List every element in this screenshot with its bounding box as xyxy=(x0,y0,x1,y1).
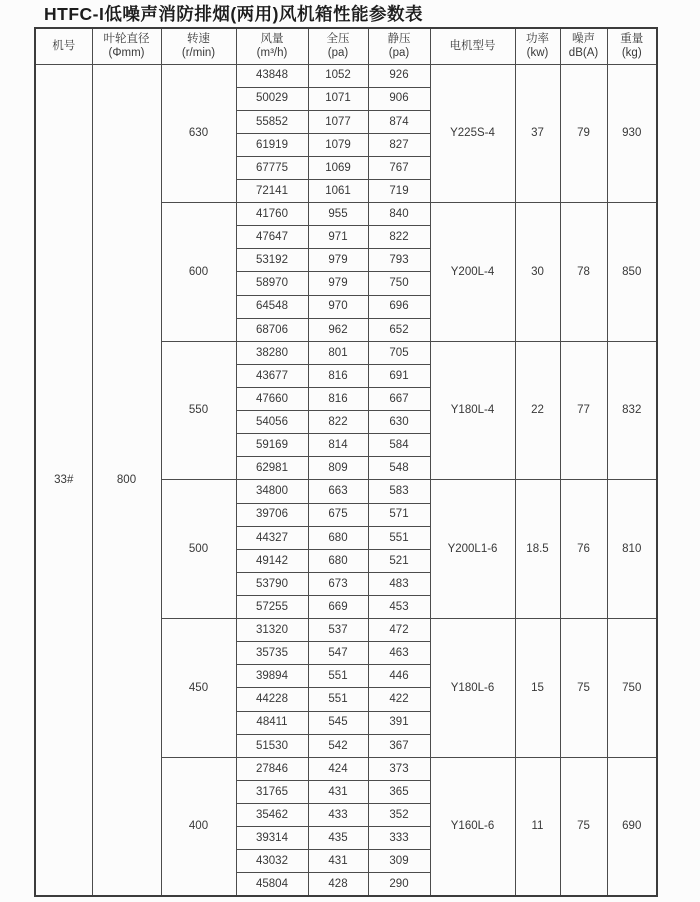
header-unit: (Φmm) xyxy=(108,47,145,60)
noise-cell: 79 xyxy=(560,64,607,203)
motor-model-cell: Y180L-6 xyxy=(430,619,515,758)
total-pressure-cell: 551 xyxy=(308,688,368,711)
total-pressure-cell: 663 xyxy=(308,480,368,503)
static-pressure-cell: 373 xyxy=(368,757,430,780)
airflow-cell: 49142 xyxy=(236,549,308,572)
total-pressure-cell: 979 xyxy=(308,272,368,295)
airflow-cell: 31320 xyxy=(236,619,308,642)
total-pressure-cell: 955 xyxy=(308,203,368,226)
table-body xyxy=(35,64,657,896)
header-label: 静压 xyxy=(387,32,411,45)
static-pressure-cell: 767 xyxy=(368,156,430,179)
airflow-cell: 31765 xyxy=(236,780,308,803)
noise-cell: 76 xyxy=(560,480,607,619)
airflow-cell: 51530 xyxy=(236,734,308,757)
airflow-cell: 35735 xyxy=(236,642,308,665)
table-header xyxy=(35,28,657,64)
header-unit: (r/min) xyxy=(181,47,216,60)
airflow-cell: 59169 xyxy=(236,434,308,457)
weight-cell: 930 xyxy=(607,64,657,203)
total-pressure-cell: 1077 xyxy=(308,110,368,133)
static-pressure-cell: 463 xyxy=(368,642,430,665)
static-pressure-cell: 652 xyxy=(368,318,430,341)
static-pressure-cell: 584 xyxy=(368,434,430,457)
total-pressure-cell: 816 xyxy=(308,388,368,411)
static-pressure-cell: 793 xyxy=(368,249,430,272)
speed-cell: 500 xyxy=(161,480,236,619)
header-impeller-diameter xyxy=(92,28,161,64)
static-pressure-cell: 906 xyxy=(368,87,430,110)
header-label: 机号 xyxy=(52,40,76,53)
static-pressure-cell: 551 xyxy=(368,526,430,549)
static-pressure-cell: 691 xyxy=(368,364,430,387)
total-pressure-cell: 1061 xyxy=(308,180,368,203)
power-cell: 37 xyxy=(515,64,560,203)
header-label: 风量 xyxy=(260,32,284,45)
airflow-cell: 43848 xyxy=(236,64,308,87)
total-pressure-cell: 680 xyxy=(308,549,368,572)
weight-cell: 750 xyxy=(607,619,657,758)
total-pressure-cell: 675 xyxy=(308,503,368,526)
airflow-cell: 61919 xyxy=(236,133,308,156)
airflow-cell: 58970 xyxy=(236,272,308,295)
total-pressure-cell: 669 xyxy=(308,596,368,619)
airflow-cell: 53192 xyxy=(236,249,308,272)
header-noise xyxy=(560,28,607,64)
header-label: 噪声 xyxy=(572,32,595,45)
speed-cell: 400 xyxy=(161,757,236,896)
airflow-cell: 43032 xyxy=(236,850,308,873)
total-pressure-cell: 431 xyxy=(308,850,368,873)
total-pressure-cell: 435 xyxy=(308,827,368,850)
total-pressure-cell: 680 xyxy=(308,526,368,549)
total-pressure-cell: 814 xyxy=(308,434,368,457)
total-pressure-cell: 1069 xyxy=(308,156,368,179)
header-unit: (m³/h) xyxy=(256,47,288,60)
airflow-cell: 34800 xyxy=(236,480,308,503)
motor-model-cell: Y200L1-6 xyxy=(430,480,515,619)
motor-model-cell: Y200L-4 xyxy=(430,203,515,342)
noise-cell: 78 xyxy=(560,203,607,342)
airflow-cell: 47647 xyxy=(236,226,308,249)
airflow-cell: 47660 xyxy=(236,388,308,411)
airflow-cell: 43677 xyxy=(236,364,308,387)
static-pressure-cell: 548 xyxy=(368,457,430,480)
airflow-cell: 44327 xyxy=(236,526,308,549)
total-pressure-cell: 547 xyxy=(308,642,368,665)
static-pressure-cell: 483 xyxy=(368,572,430,595)
page-title: HTFC-I低噪声消防排烟(两用)风机箱性能参数表 xyxy=(44,4,423,24)
total-pressure-cell: 962 xyxy=(308,318,368,341)
header-airflow xyxy=(236,28,308,64)
header-label: 转速 xyxy=(187,32,210,45)
static-pressure-cell: 365 xyxy=(368,780,430,803)
speed-cell: 630 xyxy=(161,64,236,203)
weight-cell: 832 xyxy=(607,341,657,480)
static-pressure-cell: 391 xyxy=(368,711,430,734)
airflow-cell: 57255 xyxy=(236,596,308,619)
static-pressure-cell: 750 xyxy=(368,272,430,295)
power-cell: 11 xyxy=(515,757,560,896)
total-pressure-cell: 801 xyxy=(308,341,368,364)
static-pressure-cell: 521 xyxy=(368,549,430,572)
total-pressure-cell: 431 xyxy=(308,780,368,803)
airflow-cell: 48411 xyxy=(236,711,308,734)
header-unit: (kw) xyxy=(526,47,549,60)
static-pressure-cell: 422 xyxy=(368,688,430,711)
total-pressure-cell: 809 xyxy=(308,457,368,480)
static-pressure-cell: 667 xyxy=(368,388,430,411)
static-pressure-cell: 472 xyxy=(368,619,430,642)
header-label: 电机型号 xyxy=(449,40,496,53)
airflow-cell: 62981 xyxy=(236,457,308,480)
static-pressure-cell: 926 xyxy=(368,64,430,87)
header-motor-model xyxy=(430,28,515,64)
weight-cell: 690 xyxy=(607,757,657,896)
airflow-cell: 39894 xyxy=(236,665,308,688)
header-static-pressure xyxy=(368,28,430,64)
static-pressure-cell: 571 xyxy=(368,503,430,526)
airflow-cell: 72141 xyxy=(236,180,308,203)
impeller-diameter-cell: 800 xyxy=(92,64,161,896)
header-label: 叶轮直径 xyxy=(103,32,150,45)
weight-cell: 810 xyxy=(607,480,657,619)
total-pressure-cell: 822 xyxy=(308,411,368,434)
airflow-cell: 27846 xyxy=(236,757,308,780)
total-pressure-cell: 542 xyxy=(308,734,368,757)
static-pressure-cell: 446 xyxy=(368,665,430,688)
airflow-cell: 53790 xyxy=(236,572,308,595)
static-pressure-cell: 367 xyxy=(368,734,430,757)
header-unit: (pa) xyxy=(388,47,410,60)
total-pressure-cell: 970 xyxy=(308,295,368,318)
airflow-cell: 41760 xyxy=(236,203,308,226)
static-pressure-cell: 290 xyxy=(368,873,430,896)
static-pressure-cell: 719 xyxy=(368,180,430,203)
total-pressure-cell: 673 xyxy=(308,572,368,595)
total-pressure-cell: 971 xyxy=(308,226,368,249)
total-pressure-cell: 424 xyxy=(308,757,368,780)
weight-cell: 850 xyxy=(607,203,657,342)
speed-cell: 450 xyxy=(161,619,236,758)
motor-model-cell: Y180L-4 xyxy=(430,341,515,480)
noise-cell: 75 xyxy=(560,757,607,896)
airflow-cell: 50029 xyxy=(236,87,308,110)
static-pressure-cell: 309 xyxy=(368,850,430,873)
airflow-cell: 44228 xyxy=(236,688,308,711)
airflow-cell: 39314 xyxy=(236,827,308,850)
table-row xyxy=(35,64,657,87)
airflow-cell: 38280 xyxy=(236,341,308,364)
motor-model-cell: Y160L-6 xyxy=(430,757,515,896)
total-pressure-cell: 979 xyxy=(308,249,368,272)
static-pressure-cell: 840 xyxy=(368,203,430,226)
total-pressure-cell: 1079 xyxy=(308,133,368,156)
airflow-cell: 54056 xyxy=(236,411,308,434)
total-pressure-cell: 545 xyxy=(308,711,368,734)
airflow-cell: 68706 xyxy=(236,318,308,341)
static-pressure-cell: 352 xyxy=(368,804,430,827)
header-row xyxy=(35,28,657,64)
total-pressure-cell: 428 xyxy=(308,873,368,896)
speed-cell: 600 xyxy=(161,203,236,342)
power-cell: 15 xyxy=(515,619,560,758)
static-pressure-cell: 827 xyxy=(368,133,430,156)
static-pressure-cell: 705 xyxy=(368,341,430,364)
header-speed xyxy=(161,28,236,64)
header-weight xyxy=(607,28,657,64)
noise-cell: 75 xyxy=(560,619,607,758)
total-pressure-cell: 1071 xyxy=(308,87,368,110)
header-machine-no xyxy=(35,28,92,64)
header-label: 功率 xyxy=(526,32,549,45)
noise-cell: 77 xyxy=(560,341,607,480)
power-cell: 30 xyxy=(515,203,560,342)
airflow-cell: 39706 xyxy=(236,503,308,526)
motor-model-cell: Y225S-4 xyxy=(430,64,515,203)
header-label: 全压 xyxy=(326,32,350,45)
header-unit: dB(A) xyxy=(568,47,599,60)
header-power xyxy=(515,28,560,64)
static-pressure-cell: 333 xyxy=(368,827,430,850)
airflow-cell: 64548 xyxy=(236,295,308,318)
header-unit: (pa) xyxy=(327,47,349,60)
machine-no-cell: 33# xyxy=(35,64,92,896)
fan-spec-table xyxy=(34,27,658,897)
airflow-cell: 55852 xyxy=(236,110,308,133)
total-pressure-cell: 816 xyxy=(308,364,368,387)
static-pressure-cell: 453 xyxy=(368,596,430,619)
speed-cell: 550 xyxy=(161,341,236,480)
power-cell: 22 xyxy=(515,341,560,480)
total-pressure-cell: 433 xyxy=(308,804,368,827)
power-cell: 18.5 xyxy=(515,480,560,619)
static-pressure-cell: 822 xyxy=(368,226,430,249)
static-pressure-cell: 696 xyxy=(368,295,430,318)
header-total-pressure xyxy=(308,28,368,64)
total-pressure-cell: 1052 xyxy=(308,64,368,87)
header-unit: (kg) xyxy=(621,47,642,60)
airflow-cell: 45804 xyxy=(236,873,308,896)
airflow-cell: 67775 xyxy=(236,156,308,179)
airflow-cell: 35462 xyxy=(236,804,308,827)
static-pressure-cell: 630 xyxy=(368,411,430,434)
total-pressure-cell: 537 xyxy=(308,619,368,642)
total-pressure-cell: 551 xyxy=(308,665,368,688)
header-label: 重量 xyxy=(620,32,644,45)
static-pressure-cell: 583 xyxy=(368,480,430,503)
static-pressure-cell: 874 xyxy=(368,110,430,133)
